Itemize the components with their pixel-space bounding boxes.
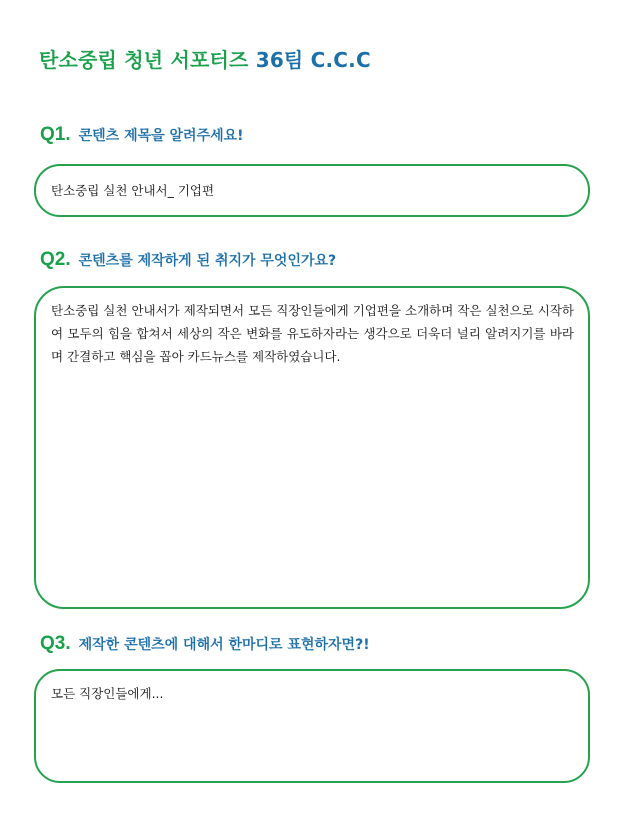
- question-2-number: Q2.: [40, 249, 71, 270]
- answer-box-2: [34, 286, 590, 609]
- question-2-text: 콘텐츠를 제작하게 된 취지가 무엇인가요?: [78, 253, 337, 269]
- question-2: [40, 249, 336, 271]
- page-title: [39, 44, 371, 73]
- page-title-team: 36팀 C.C.C: [255, 48, 371, 72]
- question-3-text: 제작한 콘텐츠에 대해서 한마디로 표현하자면?!: [78, 637, 370, 653]
- question-1-text: 콘텐츠 제목을 알려주세요!: [78, 128, 244, 144]
- page-title-main: 탄소중립 청년 서포터즈: [39, 48, 249, 72]
- question-1-number: Q1.: [40, 124, 71, 145]
- question-3-number: Q3.: [40, 633, 71, 654]
- answer-2-text: 탄소중립 실천 안내서가 제작되면서 모든 직장인들에게 기업편을 소개하며 작은 실천으로 시작하여 모두의 힘을 합쳐서 세상의 작은 변화를 유도하자라는 생각으로 더욱더 널리 알려지기를 바라며 간결하고 핵심을 꼽아 카드뉴스를 제작하였습니다.: [51, 303, 574, 364]
- answer-3-text: 모든 직장인들에게...: [51, 686, 164, 701]
- answer-box-3: [34, 669, 590, 783]
- question-3: [40, 633, 370, 655]
- answer-box-1: [34, 164, 590, 217]
- answer-1-text: 탄소중립 실천 안내서_ 기업편: [51, 183, 215, 198]
- question-1: [40, 124, 244, 146]
